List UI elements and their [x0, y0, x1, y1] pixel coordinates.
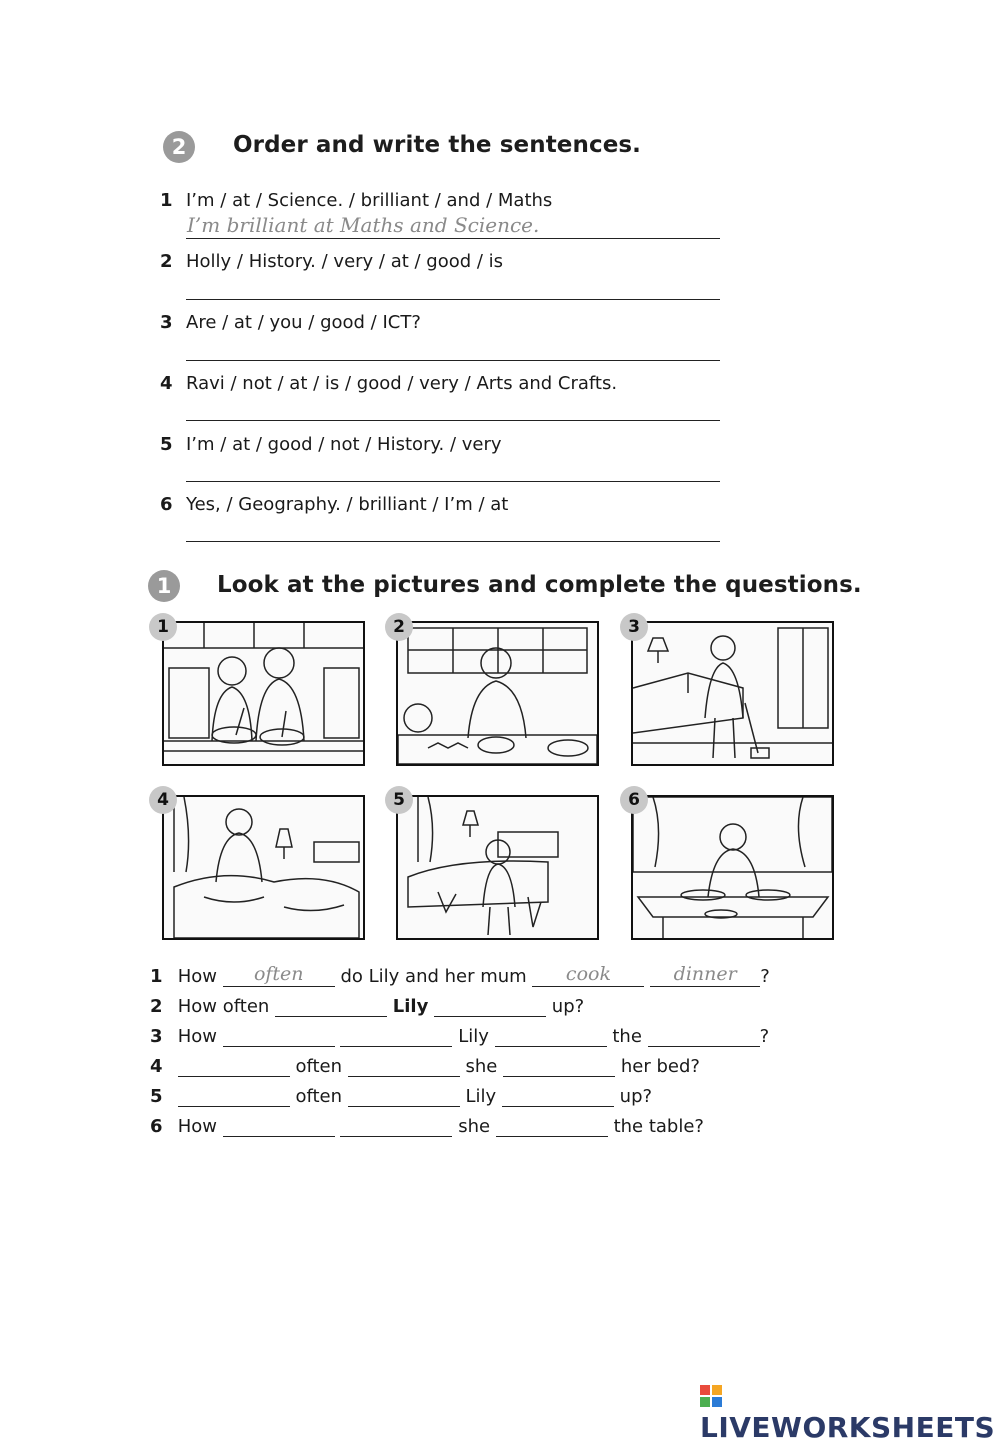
item-prompt: Ravi / not / at / is / good / very / Arts and Crafts.: [186, 373, 618, 394]
vacuuming-picture: [631, 621, 834, 766]
question-text: she: [458, 1116, 491, 1137]
answer-line-6[interactable]: [186, 541, 720, 542]
item-number: 2: [160, 251, 173, 272]
sentence-item-2: [160, 251, 503, 272]
item-prompt: Holly / History. / very / at / good / is: [186, 251, 504, 272]
item-prompt: Yes, / Geography. / brilliant / I’m / at: [186, 494, 509, 515]
logo-text: LIVEWORKSHEETS: [700, 1411, 996, 1444]
item-number: 5: [160, 434, 173, 455]
question-2: [150, 994, 584, 1017]
item-prompt: Are / at / you / good / ICT?: [186, 312, 421, 333]
question-text: up?: [619, 1086, 653, 1107]
item-number: 6: [160, 494, 173, 515]
question-number: 1: [150, 966, 163, 987]
question-number: 3: [150, 1026, 163, 1047]
answer-blank[interactable]: [434, 994, 546, 1017]
question-number: 5: [150, 1086, 163, 1107]
answer-line-2[interactable]: [186, 299, 720, 300]
question-3: [150, 1024, 769, 1047]
answer-blank[interactable]: [648, 1024, 760, 1047]
answer-blank[interactable]: [348, 1084, 460, 1107]
answer-blank[interactable]: [650, 964, 760, 987]
liveworksheets-icon: [700, 1385, 722, 1407]
question-text: Lily: [458, 1026, 489, 1047]
question-text: Lily: [465, 1086, 497, 1107]
item-prompt: I’m / at / good / not / History. / very: [186, 434, 502, 455]
answer-blank[interactable]: [495, 1024, 607, 1047]
item-number: 1: [160, 190, 173, 211]
question-text: How: [177, 966, 218, 987]
answer-line-1[interactable]: [186, 238, 720, 239]
picture-number: 1: [149, 613, 177, 641]
sample-answer: I’m brilliant at Maths and Science.: [187, 213, 540, 237]
sentence-item-5: [160, 434, 502, 455]
answer-blank[interactable]: [223, 1024, 335, 1047]
cooking-picture: [162, 621, 365, 766]
item-prompt: I’m / at / Science. / brilliant / and / Maths: [186, 190, 553, 211]
answer-blank[interactable]: [502, 1084, 614, 1107]
question-6: [150, 1114, 704, 1137]
making-bed-picture: [162, 795, 365, 940]
item-number: 4: [160, 373, 173, 394]
answer-blank[interactable]: [223, 964, 335, 987]
filled-answer: dinner: [673, 963, 737, 985]
question-text: often: [295, 1056, 343, 1077]
answer-blank[interactable]: [178, 1054, 290, 1077]
answer-blank[interactable]: [340, 1024, 452, 1047]
answer-blank[interactable]: [503, 1054, 615, 1077]
exercise-2-badge: 2: [163, 131, 195, 163]
washing-dishes-picture: [396, 621, 599, 766]
sentence-item-1: [160, 190, 552, 211]
question-text: How: [177, 1026, 218, 1047]
picture-number: 2: [385, 613, 413, 641]
question-text: the table?: [613, 1116, 704, 1137]
getting-up-picture: [396, 795, 599, 940]
exercise-2-title: Order and write the sentences.: [233, 132, 642, 158]
question-text: How often: [177, 996, 270, 1017]
question-1: [150, 964, 770, 987]
question-text: her bed?: [620, 1056, 700, 1077]
answer-line-5[interactable]: [186, 481, 720, 482]
question-text: Lily: [392, 996, 429, 1017]
answer-blank[interactable]: [496, 1114, 608, 1137]
sentence-item-6: [160, 494, 508, 515]
filled-answer: often: [253, 963, 304, 985]
picture-number: 3: [620, 613, 648, 641]
exercise-1-badge: 1: [148, 570, 180, 602]
question-number: 6: [150, 1116, 163, 1137]
exercise-1-title: Look at the pictures and complete the questions.: [217, 572, 862, 598]
sentence-item-3: [160, 312, 421, 333]
answer-blank[interactable]: [532, 964, 644, 987]
question-4: [150, 1054, 700, 1077]
answer-blank[interactable]: [348, 1054, 460, 1077]
answer-line-4[interactable]: [186, 420, 720, 421]
question-text: do Lily and her mum: [340, 966, 527, 987]
answer-blank[interactable]: [340, 1114, 452, 1137]
picture-number: 4: [149, 786, 177, 814]
question-text: the: [612, 1026, 642, 1047]
question-text: she: [465, 1056, 498, 1077]
question-text: How: [177, 1116, 218, 1137]
question-5: [150, 1084, 652, 1107]
liveworksheets-logo: [700, 1378, 1000, 1444]
question-text: ?: [759, 1026, 770, 1047]
answer-line-3[interactable]: [186, 360, 720, 361]
question-text: ?: [760, 966, 770, 987]
filled-answer: cook: [565, 963, 611, 985]
picture-number: 6: [620, 786, 648, 814]
item-number: 3: [160, 312, 173, 333]
answer-blank[interactable]: [178, 1084, 290, 1107]
question-text: often: [295, 1086, 343, 1107]
laying-table-picture: [631, 795, 834, 940]
question-number: 4: [150, 1056, 163, 1077]
answer-blank[interactable]: [223, 1114, 335, 1137]
sentence-item-4: [160, 373, 617, 394]
picture-number: 5: [385, 786, 413, 814]
answer-blank[interactable]: [275, 994, 387, 1017]
question-text: up?: [551, 996, 585, 1017]
question-number: 2: [150, 996, 163, 1017]
